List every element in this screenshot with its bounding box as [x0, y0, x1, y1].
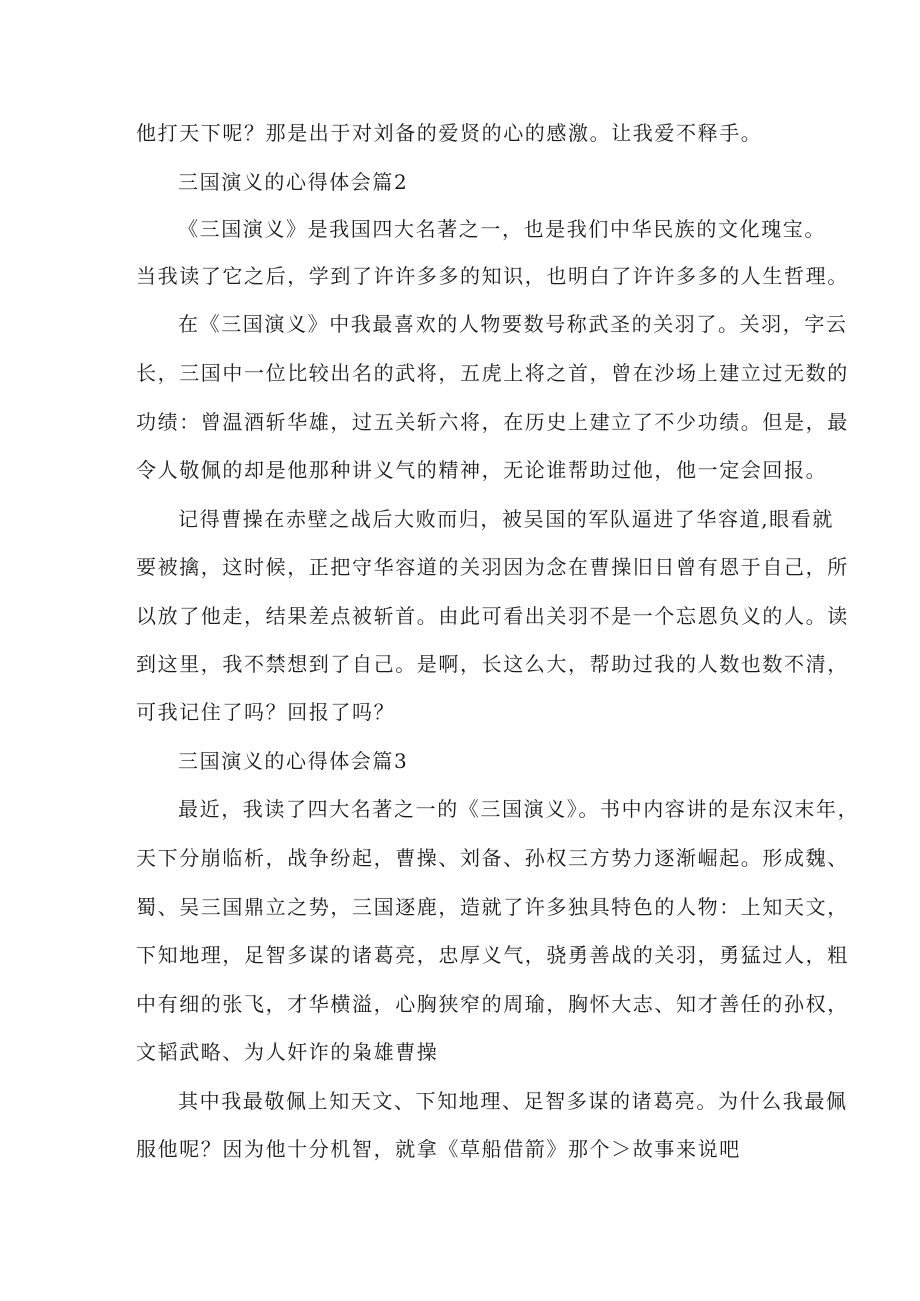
text-line: 文韬武略、为人奸诈的枭雄曹操 — [136, 1040, 439, 1064]
text-line: 以放了他走，结果差点被斩首。由此可看出关羽不是一个忘恩负义的人。读 — [136, 604, 849, 628]
text-line: 其中我最敬佩上知天文、下知地理、足智多谋的诸葛亮。为什么我最佩 — [178, 1089, 848, 1113]
text-line: 记得曹操在赤壁之战后大败而归，被吴国的军队逼进了华容道,眼看就 — [178, 507, 834, 531]
text-line: 他打天下呢？那是出于对刘备的爱贤的心的感激。让我爱不释手。 — [136, 121, 763, 145]
section-heading: 三国演义的心得体会篇3 — [178, 749, 409, 773]
text-line: 当我读了它之后，学到了许许多多的知识，也明白了许许多多的人生哲理。 — [136, 264, 849, 288]
text-line: 可我记住了吗？回报了吗？ — [136, 700, 396, 724]
text-line: 令人敬佩的却是他那种讲义气的精神，无论谁帮助过他，他一定会回报。 — [136, 458, 828, 482]
text-line: 最近，我读了四大名著之一的《三国演义》。书中内容讲的是东汉末年， — [178, 797, 860, 821]
text-line: 《三国演义》是我国四大名著之一，也是我们中华民族的文化瑰宝。 — [178, 217, 826, 241]
text-line: 下知地理，足智多谋的诸葛亮，忠厚义气，骁勇善战的关羽，勇猛过人，粗 — [136, 943, 849, 967]
text-line: 蜀、吴三国鼎立之势，三国逐鹿，造就了许多独具特色的人物：上知天文， — [136, 895, 849, 919]
text-line: 要被擒，这时候，正把守华容道的关羽因为念在曹操旧日曾有恩于自己，所 — [136, 555, 849, 579]
text-line: 在《三国演义》中我最喜欢的人物要数号称武圣的关羽了。关羽，字云 — [178, 312, 848, 336]
text-line: 天下分崩临析，战争纷起，曹操、刘备、孙权三方势力逐渐崛起。形成魏、 — [136, 846, 849, 870]
text-line: 服他呢？因为他十分机智，就拿《草船借箭》那个＞故事来说吧 — [136, 1137, 741, 1161]
text-line: 到这里，我不禁想到了自己。是啊，长这么大，帮助过我的人数也数不清， — [136, 652, 849, 676]
section-heading: 三国演义的心得体会篇2 — [178, 170, 409, 194]
text-line: 长，三国中一位比较出名的武将，五虎上将之首，曾在沙场上建立过无数的 — [136, 361, 849, 385]
text-line: 功绩：曾温酒斩华雄，过五关斩六将，在历史上建立了不少功绩。但是，最 — [136, 410, 849, 434]
text-line: 中有细的张飞，才华横溢，心胸狭窄的周瑜，胸怀大志、知才善任的孙权， — [136, 992, 849, 1016]
